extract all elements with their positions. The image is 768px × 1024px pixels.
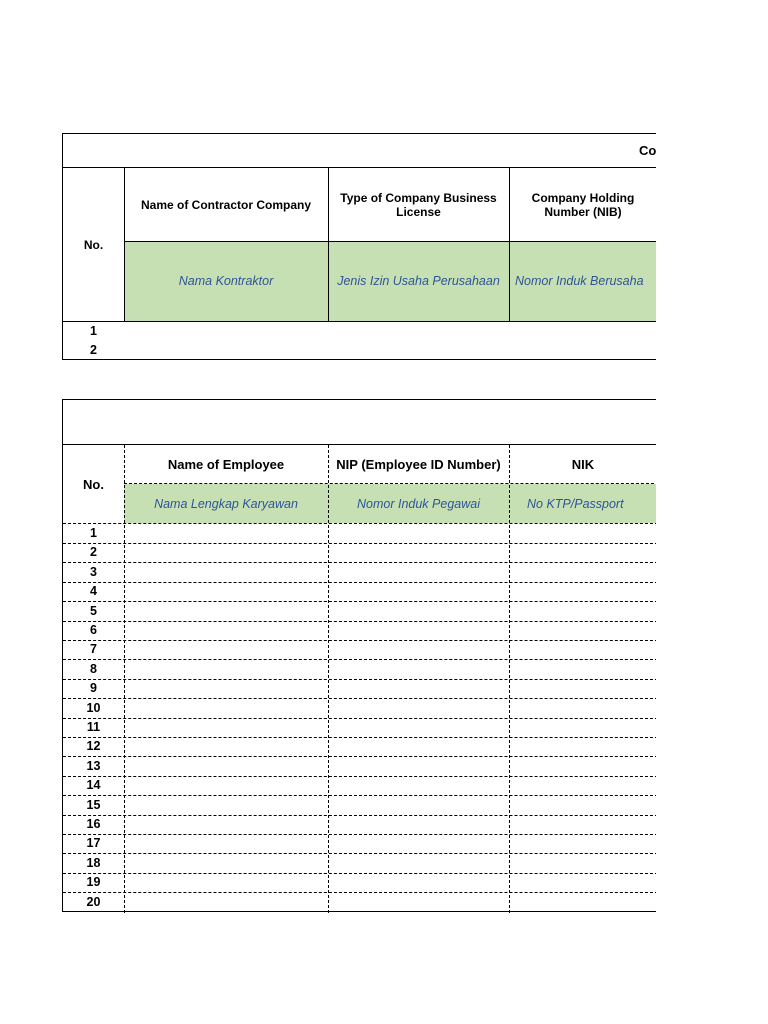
- table-row-divider: [63, 892, 656, 893]
- column-subheader-label: Nomor Induk Pegawai: [357, 496, 480, 511]
- column-subheader-nib: [509, 241, 656, 321]
- row-number: 14: [86, 778, 101, 793]
- table-row-divider: [63, 815, 656, 816]
- row-number: 18: [86, 855, 101, 870]
- column-header-nip: [328, 445, 509, 483]
- grid-line: [63, 523, 656, 524]
- row-number: 7: [90, 642, 97, 657]
- table-row-divider: [63, 640, 656, 641]
- column-header-label: Name of Employee: [167, 456, 285, 472]
- column-header-label: NIK: [571, 456, 595, 472]
- row-number: 12: [86, 739, 101, 754]
- column-header-employee-name: [124, 445, 328, 483]
- table-row-divider: [63, 698, 656, 699]
- employee-table: [62, 399, 656, 912]
- table-title: Co: [639, 143, 656, 158]
- grid-line: [328, 168, 329, 321]
- grid-line: [509, 168, 510, 321]
- grid-line: [124, 483, 656, 484]
- table-title-row: [63, 134, 656, 168]
- row-number: 10: [86, 700, 101, 715]
- column-subheader-label: Nama Lengkap Karyawan: [154, 496, 298, 511]
- row-number: 8: [90, 661, 97, 676]
- row-number: 1: [90, 526, 97, 540]
- row-number: 6: [90, 623, 97, 637]
- row-number: 19: [86, 875, 101, 890]
- row-number: 9: [90, 681, 97, 696]
- row-number: 20: [86, 894, 101, 909]
- table-row-divider: [63, 679, 656, 680]
- column-subheader-nik: [509, 484, 656, 523]
- column-header-label: Type of Company Business License: [340, 190, 497, 219]
- table-row-divider: [63, 562, 656, 563]
- column-subheader-label: No KTP/Passport: [527, 496, 624, 511]
- column-header-label: Name of Contractor Company: [140, 197, 312, 212]
- table-row-divider: [63, 659, 656, 660]
- column-subheader-label: Nomor Induk Berusaha: [515, 274, 644, 288]
- column-subheader-label: Nama Kontraktor: [178, 274, 274, 288]
- column-header-label: NIP (Employee ID Number): [336, 456, 501, 472]
- table-row-divider: [63, 582, 656, 583]
- row-number: 2: [90, 545, 97, 560]
- no-header-label: No.: [83, 237, 104, 252]
- no-header-label: No.: [83, 476, 104, 492]
- column-subheader-contractor-name: [124, 241, 328, 321]
- spreadsheet-page: [62, 0, 656, 1024]
- no-header: [63, 168, 124, 321]
- row-number: 13: [86, 758, 101, 773]
- table-row-divider: [63, 718, 656, 719]
- column-header-nib: [509, 168, 656, 241]
- row-number: 3: [90, 564, 97, 579]
- column-subheader-nip: [328, 484, 509, 523]
- column-subheader-license-type: [328, 241, 509, 321]
- row-number: 15: [86, 797, 101, 812]
- table-row-divider: [63, 776, 656, 777]
- table-row-divider: [63, 853, 656, 854]
- row-number: 2: [90, 343, 97, 357]
- table-row-divider: [63, 601, 656, 602]
- row-number: 1: [90, 324, 97, 338]
- table-row-divider: [63, 834, 656, 835]
- no-header: [63, 445, 124, 523]
- row-number: 4: [90, 584, 97, 599]
- table-row-divider: [63, 795, 656, 796]
- grid-line: [124, 168, 125, 321]
- column-header-contractor-name: [124, 168, 328, 241]
- row-number: 16: [86, 817, 101, 831]
- column-header-label: Company Holding Number (NIB): [531, 190, 635, 219]
- table-row-divider: [63, 737, 656, 738]
- row-number: 17: [86, 836, 101, 851]
- table-row-divider: [63, 621, 656, 622]
- column-header-nik: [509, 445, 656, 483]
- table-row-divider: [63, 543, 656, 544]
- column-subheader-employee-name: [124, 484, 328, 523]
- row-number: 11: [86, 720, 101, 734]
- column-header-license-type: [328, 168, 509, 241]
- table-row-divider: [63, 756, 656, 757]
- column-subheader-label: Jenis Izin Usaha Perusahaan: [337, 274, 500, 288]
- contractor-company-table: [62, 133, 656, 360]
- table-row-divider: [63, 873, 656, 874]
- grid-line: [63, 321, 656, 322]
- row-number: 5: [90, 603, 97, 618]
- grid-line: [124, 241, 656, 242]
